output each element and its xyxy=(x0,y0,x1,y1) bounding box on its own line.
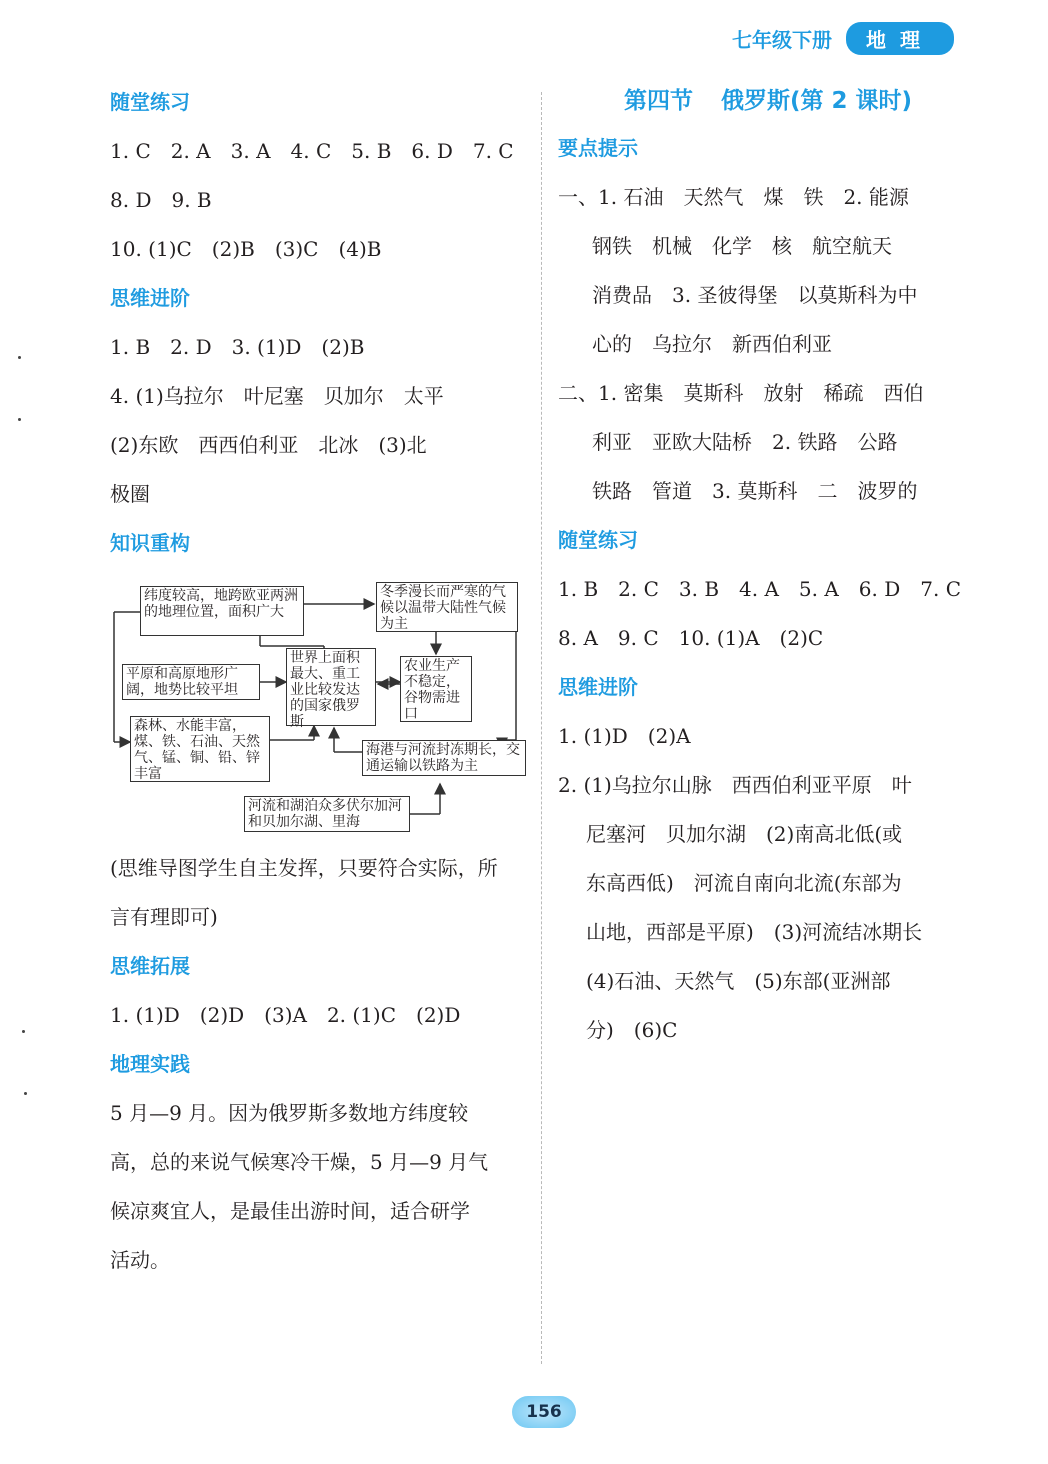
heading-points: 要点提示 xyxy=(558,136,638,160)
answer-line: 心的 乌拉尔 新西伯利亚 xyxy=(592,332,832,356)
answer-line: 山地，西部是平原) (3)河流结冰期长 xyxy=(586,920,923,944)
answer-line: 尼塞河 贝加尔湖 (2)南高北低(或 xyxy=(586,822,903,846)
answer-line: 候凉爽宜人，是最佳出游时间，适合研学 xyxy=(110,1199,470,1223)
mindmap-node: 冬季漫长而严寒的气候以温带大陆性气候为主 xyxy=(376,582,518,632)
answer-line: 东高西低) 河流自南向北流(东部为 xyxy=(586,871,902,895)
page-number: 156 xyxy=(512,1396,576,1428)
mindmap-node: 海港与河流封冻期长，交通运输以铁路为主 xyxy=(362,740,526,776)
mindmap-node: 纬度较高，地跨欧亚两洲的地理位置，面积广大 xyxy=(140,586,304,636)
margin-dot xyxy=(24,1092,27,1095)
grade-label: 七年级下册 xyxy=(732,28,832,52)
mindmap-node: 农业生产不稳定，谷物需进口 xyxy=(400,656,472,722)
mindmap-node: 平原和高原地形广阔，地势比较平坦 xyxy=(122,664,260,700)
heading-practice2: 地理实践 xyxy=(110,1052,190,1076)
answer-line: 10. (1)C (2)B (3)C (4)B xyxy=(110,237,382,261)
note-line: (思维导图学生自主发挥，只要符合实际，所 xyxy=(110,856,498,880)
margin-dot xyxy=(18,356,21,359)
right-column xyxy=(558,78,978,1055)
answer-line: 钢铁 机械 化学 核 航空航天 xyxy=(592,234,892,258)
answer-line: 高，总的来说气候寒冷干燥，5 月—9 月气 xyxy=(110,1150,489,1174)
column-divider xyxy=(541,92,542,1364)
mindmap-node: 世界上面积最大、重工业比较发达的国家俄罗斯 xyxy=(286,648,376,726)
section-number: 第四节 xyxy=(623,88,693,114)
answer-line: (4)石油、天然气 (5)东部(亚洲部 xyxy=(586,969,891,993)
margin-dot xyxy=(18,418,21,421)
answer-line: 极圈 xyxy=(110,482,150,506)
answer-line: 2. (1)乌拉尔山脉 西西伯利亚平原 叶 xyxy=(558,773,912,797)
left-column xyxy=(110,78,525,1285)
mindmap-node: 森林、水能丰富，煤、铁、石油、天然气、锰、铜、铅、锌丰富 xyxy=(130,716,270,782)
margin-dot xyxy=(22,1030,25,1033)
section-name: 俄罗斯(第 2 课时) xyxy=(720,88,913,114)
answer-line: 4. (1)乌拉尔 叶尼塞 贝加尔 太平 xyxy=(110,384,444,408)
mind-map xyxy=(110,572,530,844)
answer-line: 分) (6)C xyxy=(586,1018,678,1042)
mindmap-node: 河流和湖泊众多伏尔加河和贝加尔湖、里海 xyxy=(244,796,410,832)
answer-line: 利亚 亚欧大陆桥 2. 铁路 公路 xyxy=(592,430,898,454)
answer-line: 铁路 管道 3. 莫斯科 二 波罗的 xyxy=(592,479,918,503)
answer-line: 8. D 9. B xyxy=(110,188,212,212)
heading-expand: 思维拓展 xyxy=(110,954,190,978)
answer-line: 消费品 3. 圣彼得堡 以莫斯科为中 xyxy=(592,283,918,307)
answer-line: 1. B 2. D 3. (1)D (2)B xyxy=(110,335,365,359)
section-title xyxy=(558,78,978,124)
answer-line: 二、1. 密集 莫斯科 放射 稀疏 西伯 xyxy=(558,381,924,405)
answer-line: 8. A 9. C 10. (1)A (2)C xyxy=(558,626,824,650)
answer-line: 1. (1)D (2)D (3)A 2. (1)C (2)D xyxy=(110,1003,461,1027)
answer-line: (2)东欧 西西伯利亚 北冰 (3)北 xyxy=(110,433,427,457)
answer-line: 1. (1)D (2)A xyxy=(558,724,691,748)
heading-practice: 随堂练习 xyxy=(110,90,190,114)
heading-practice: 随堂练习 xyxy=(558,528,638,552)
subject-badge: 地理 xyxy=(846,22,954,55)
header-tag xyxy=(732,22,954,55)
answer-line: 一、1. 石油 天然气 煤 铁 2. 能源 xyxy=(558,185,909,209)
heading-rebuild: 知识重构 xyxy=(110,531,190,555)
heading-advance: 思维进阶 xyxy=(558,675,638,699)
answer-line: 1. B 2. C 3. B 4. A 5. A 6. D 7. C xyxy=(558,577,961,601)
heading-advance: 思维进阶 xyxy=(110,286,190,310)
answer-line: 1. C 2. A 3. A 4. C 5. B 6. D 7. C xyxy=(110,139,514,163)
note-line: 言有理即可) xyxy=(110,905,218,929)
answer-line: 活动。 xyxy=(110,1248,170,1272)
answer-line: 5 月—9 月。因为俄罗斯多数地方纬度较 xyxy=(110,1101,469,1125)
